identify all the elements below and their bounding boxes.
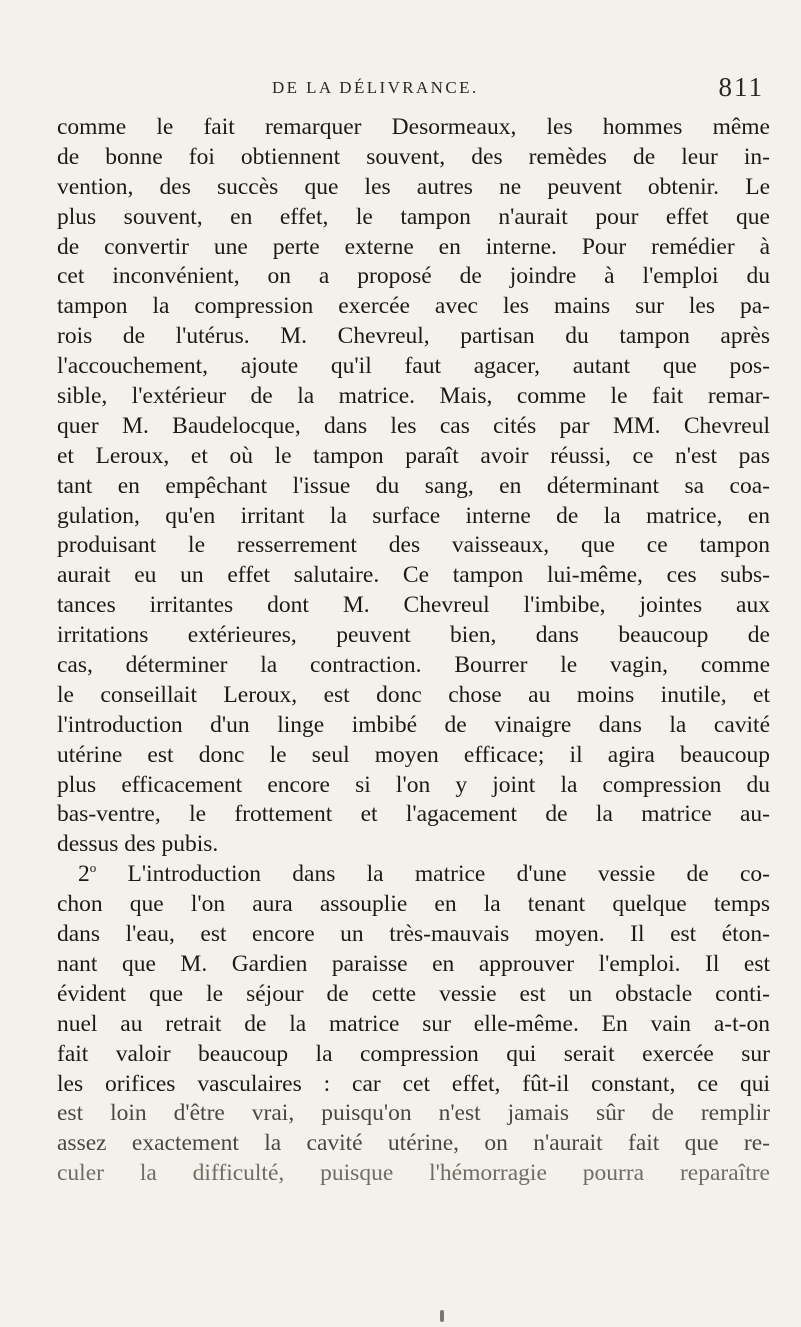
text-line: l'accouchement, ajoute qu'il faut agacer, autant que pos- — [57, 353, 770, 380]
text-line: nuel au retrait de la matrice sur elle-même. En vain a-t-on — [57, 1010, 770, 1037]
text-segment: L'introduction dans la matrice d'une vessie de co- — [127, 861, 770, 888]
text-line: bas-ventre, le frottement et l'agacement de la matrice au- — [57, 801, 770, 828]
text-line: quer M. Baudelocque, dans les cas cités par MM. Chevreul — [57, 412, 770, 439]
text-line: le conseillait Leroux, est donc chose au moins inutile, et — [57, 681, 770, 708]
ink-speck — [440, 1310, 444, 1322]
text-line: vention, des succès que les autres ne peuvent obtenir. Le — [57, 173, 770, 200]
text-line: plus souvent, en effet, le tampon n'aurait pour effet que — [57, 203, 770, 230]
text-line: les orifices vasculaires : car cet effet, fût-il constant, ce qui — [57, 1070, 770, 1097]
text-line: assez exactement la cavité utérine, on n'aurait fait que re- — [57, 1130, 770, 1157]
text-line: plus efficacement encore si l'on y joint la compression du — [57, 771, 770, 798]
text-line: l'introduction d'un linge imbibé de vinaigre dans la cavité — [57, 711, 770, 738]
text-line: évident que le séjour de cette vessie est un obstacle conti- — [57, 980, 770, 1007]
text-line: comme le fait remarquer Desormeaux, les hommes même — [57, 114, 770, 140]
text-line: utérine est donc le seul moyen efficace; il agira beaucoup — [57, 741, 770, 768]
text-line: tampon la compression exercée avec les mains sur les pa- — [57, 293, 770, 320]
page-number: 811 — [718, 72, 764, 102]
text-line: nant que M. Gardien paraisse en approuver l'emploi. Il est — [57, 950, 770, 977]
text-line: tances irritantes dont M. Chevreul l'imbibe, jointes aux — [57, 592, 770, 619]
text-line: gulation, qu'en irritant la surface interne de la matrice, en — [57, 502, 770, 529]
degree-mark: o — [89, 860, 97, 876]
text-line: tant en empêchant l'issue du sang, en déterminant sa coa- — [57, 472, 770, 499]
text-line: cet inconvénient, on a proposé de joindre à l'emploi du — [57, 263, 770, 290]
text-line: sible, l'extérieur de la matrice. Mais, comme le fait remar- — [57, 383, 770, 410]
text-line: de bonne foi obtiennent souvent, des remèdes de leur in- — [57, 143, 770, 170]
text-line: irritations extérieures, peuvent bien, dans beaucoup de — [57, 622, 770, 649]
paragraph-number: 2 — [78, 861, 90, 888]
body-text — [57, 113, 770, 1189]
running-title: DE LA DÉLIVRANCE. — [272, 78, 479, 97]
text-line: fait valoir beaucoup la compression qui serait exercée sur — [57, 1040, 770, 1067]
text-line: chon que l'on aura assouplie en la tenant quelque temps — [57, 891, 770, 918]
text-line: rois de l'utérus. M. Chevreul, partisan du tampon après — [57, 323, 770, 350]
paragraph-2-first-line — [57, 860, 770, 890]
text-line: dessus des pubis. — [57, 831, 219, 858]
text-line: et Leroux, et où le tampon paraît avoir réussi, ce n'est pas — [57, 442, 770, 469]
running-head — [50, 72, 770, 106]
text-line: dans l'eau, est encore un très-mauvais moyen. Il est éton- — [57, 921, 770, 948]
text-line: produisant le resserrement des vaisseaux, que ce tampon — [57, 532, 770, 559]
text-line: culer la difficulté, puisque l'hémorragie pourra reparaître — [57, 1160, 770, 1187]
text-line: aurait eu un effet salutaire. Ce tampon lui-même, ces subs- — [57, 562, 770, 589]
text-line: cas, déterminer la contraction. Bourrer le vagin, comme — [57, 652, 770, 679]
text-line: est loin d'être vrai, puisqu'on n'est jamais sûr de remplir — [57, 1100, 770, 1127]
text-line: de convertir une perte externe en interne. Pour remédier à — [57, 233, 770, 260]
